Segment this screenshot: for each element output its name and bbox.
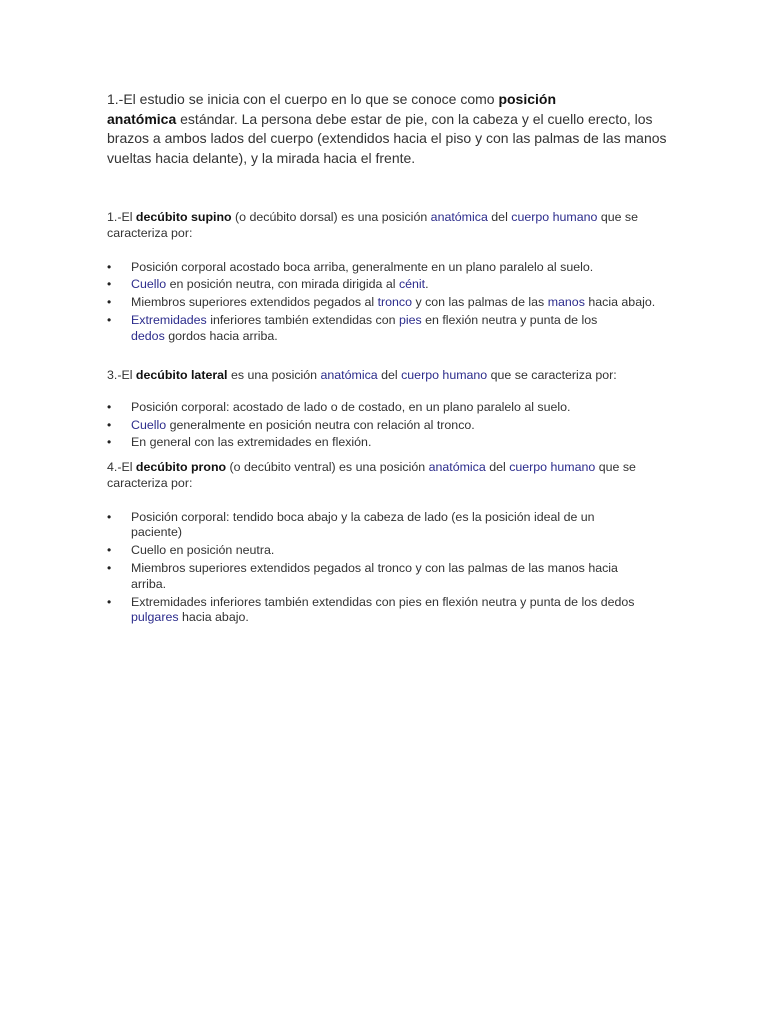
link-anatomica[interactable]: anatómica (320, 368, 378, 382)
section-heading-paragraph: 4.-El decúbito prono (o decúbito ventral) es una posición anatómica del cuerpo humano que se caracteriza por: (107, 460, 636, 490)
section-decubito-prono (107, 460, 667, 626)
list-item: • Cuello en posición neutra, con mirada dirigida al cénit. (107, 277, 667, 293)
link-extremidades[interactable]: Extremidades (131, 312, 207, 327)
intro-text: 1.-El estudio se inicia con el cuerpo en lo que se conoce como (107, 91, 499, 107)
intro-bold-posicion: posición (498, 91, 557, 107)
list-item: • Miembros superiores extendidos pegados al tronco y con las palmas de las manos hacia abajo. (107, 295, 667, 311)
section-decubito-lateral (107, 368, 667, 451)
link-cuello[interactable]: Cuello (131, 417, 167, 432)
link-anatomica[interactable]: anatómica (428, 460, 486, 474)
term-decubito-lateral: decúbito lateral (135, 368, 228, 382)
link-tronco[interactable]: tronco (377, 295, 413, 310)
list-item: • Extremidades inferiores también extendidas con pies en flexión neutra y punta de los dedos pulgares hacia abajo. (107, 595, 667, 627)
link-cuerpo-humano[interactable]: cuerpo humano (511, 210, 598, 224)
bullet-list (107, 400, 667, 451)
link-pies[interactable]: pies (398, 312, 422, 327)
list-item: • En general con las extremidades en flexión. (107, 435, 667, 451)
term-decubito-supino: decúbito supino (135, 210, 232, 224)
intro-bold-anatomica: anatómica (107, 110, 177, 127)
list-item: • Miembros superiores extendidos pegados al tronco y con las palmas de las manos hacia arriba. (107, 561, 667, 593)
list-item: • Extremidades inferiores también extendidas con pies en flexión neutra y punta de los dedos gordos hacia arriba. (107, 313, 667, 345)
link-cenit[interactable]: cénit (398, 277, 426, 292)
section-heading-paragraph: 1.-El decúbito supino (o decúbito dorsal) es una posición anatómica del cuerpo humano que se caracteriza por: (107, 210, 639, 240)
link-pulgares[interactable]: pulgares (131, 610, 179, 625)
intro-text-rest: estándar. La persona debe estar de pie, con la cabeza y el cuello erecto, los brazos a ambos lados del cuerpo (extendidos hacia el piso y con las palmas de las manos vueltas hacia delante), y la mirada hacia el frente. (107, 110, 667, 166)
link-cuerpo-humano[interactable]: cuerpo humano (401, 368, 488, 382)
intro-paragraph (107, 90, 667, 168)
list-item: • Posición corporal: tendido boca abajo y la cabeza de lado (es la posición ideal de un paciente) (107, 510, 667, 542)
bullet-list (107, 260, 667, 345)
section-heading-paragraph: 3.-El decúbito lateral es una posición anatómica del cuerpo humano que se caracteriza por: (107, 368, 617, 382)
term-decubito-prono: decúbito prono (135, 460, 227, 474)
link-anatomica[interactable]: anatómica (430, 210, 488, 224)
link-manos[interactable]: manos (547, 295, 585, 310)
list-item: • Cuello en posición neutra. (107, 543, 667, 559)
link-cuerpo-humano[interactable]: cuerpo humano (509, 460, 596, 474)
list-item: • Posición corporal acostado boca arriba, generalmente en un plano paralelo al suelo. (107, 260, 667, 276)
list-item: • Posición corporal: acostado de lado o de costado, en un plano paralelo al suelo. (107, 400, 667, 416)
list-item: • Cuello generalmente en posición neutra con relación al tronco. (107, 418, 667, 434)
bullet-list (107, 510, 667, 627)
link-cuello[interactable]: Cuello (131, 277, 167, 292)
link-dedos[interactable]: dedos (131, 328, 165, 343)
section-decubito-supino (107, 210, 667, 345)
